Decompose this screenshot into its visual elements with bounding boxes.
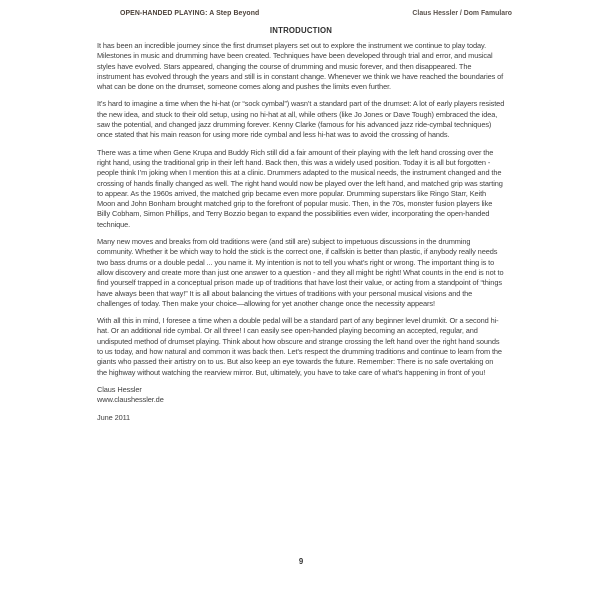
signature-name: Claus Hessler bbox=[97, 384, 142, 394]
paragraph-3: There was a time when Gene Krupa and Buddy Rich still did a fair amount of their playing with the left hand crossing over the right hand, using the traditional grip in their left hand. Back then, this was a widely used position. Today it is all but forgotten - people think I’m joking when I mention this at a clinic. Drummers adapted to the musical needs, the instrument changed and the crossing of hands finally changed as well. The right hand would now be played over the left hand, and matched grip was starting to appear. As the 1960s arrived, the matched grip became even more popular. Drumming superstars like Ringo Starr, Keith Moon and John Bonham brought matched grip to the forefront of popular music. Then, in the 70s, monster fusion players like Billy Cobham, Simon Phillips, and Terry Bozzio began to expand the possibilities even wider, incorporating the open-handed technique. bbox=[97, 147, 503, 229]
running-head-book-title: OPEN-HANDED PLAYING: A Step Beyond bbox=[120, 10, 260, 17]
section-title: INTRODUCTION bbox=[269, 26, 333, 35]
signature-website: www.claushessler.de bbox=[97, 395, 164, 405]
paragraph-5: With all this in mind, I foresee a time when a double pedal will be a standard part of any beginner level drumkit. Or a second hi-hat. Or an additional ride cymbal. Or all three! I can easily see open-handed playing becoming an accepted, regular, and undisputed method of drumset playing. Think about how obscure and strange crossing the left hand over the right hand sounds to us today, and how natural and common it was back then. Let’s respect the drumming traditions and continue to learn from the giants who passed their artistry on to us. But also keep an eye towards the future. Remember: There is no safe overtaking on the highway without watching the rearview mirror. But, ultimately, you have to take care of what’s happening in front of you! bbox=[97, 316, 502, 377]
running-head-authors: Claus Hessler / Dom Famularo bbox=[412, 10, 512, 17]
introduction-text bbox=[97, 41, 505, 430]
paragraph-2: It’s hard to imagine a time when the hi-hat (or “sock cymbal”) wasn’t a standard part of the drumset: A lot of early players resisted the new idea, and stuck to their old setup, using no hi-hat at all, while others (like Jo Jones or Dave Tough) embraced the idea, saw the potential, and changed jazz drumming forever. Kenny Clarke (famous for his advanced jazz ride-cymbal techniques) once stated that his main reason for using more ride cymbal and less hi-hat was to avoid the crossing of hands. bbox=[97, 99, 505, 140]
paragraph-4: Many new moves and breaks from old traditions were (and still are) subject to impetuous discussions in the drumming community. Whether it be which way to hold the stick is the correct one, if calfskin is better than plastic, if anybody really needs two bass drums or a double pedal ... you name it. My intention is not to tell you what’s right or wrong. The important thing is to allow discovery and create more than just one answer to a question - and they all might be right! What counts in the end is not to find yourself trapped in a conceptual prison made up of traditions that have lost their value, or acting from a standpoint of “things have always been that way!” It is all about balancing the virtues of traditions with your personal musical visions and the challenges of today. Then make your choice—allowing for yet another change once the necessity appears! bbox=[97, 237, 504, 308]
page-number: 9 bbox=[298, 557, 304, 566]
signature-block bbox=[97, 385, 505, 406]
paragraph-1: It has been an incredible journey since the first drumset players set out to explore the instrument we continue to play today. Milestones in music and drumming have been created. Techniques have been developed through trial and error, and musical styles have evolved. Stars appeared, changing the course of drumming and music forever, and then disappeared. The instrument has evolved through the years and still is in constant change. Whenever we think we have reached the boundaries of what can be done on the drumset, someone comes along and pushes the limits even further. bbox=[97, 41, 504, 92]
signature-date: June 2011 bbox=[97, 412, 131, 422]
